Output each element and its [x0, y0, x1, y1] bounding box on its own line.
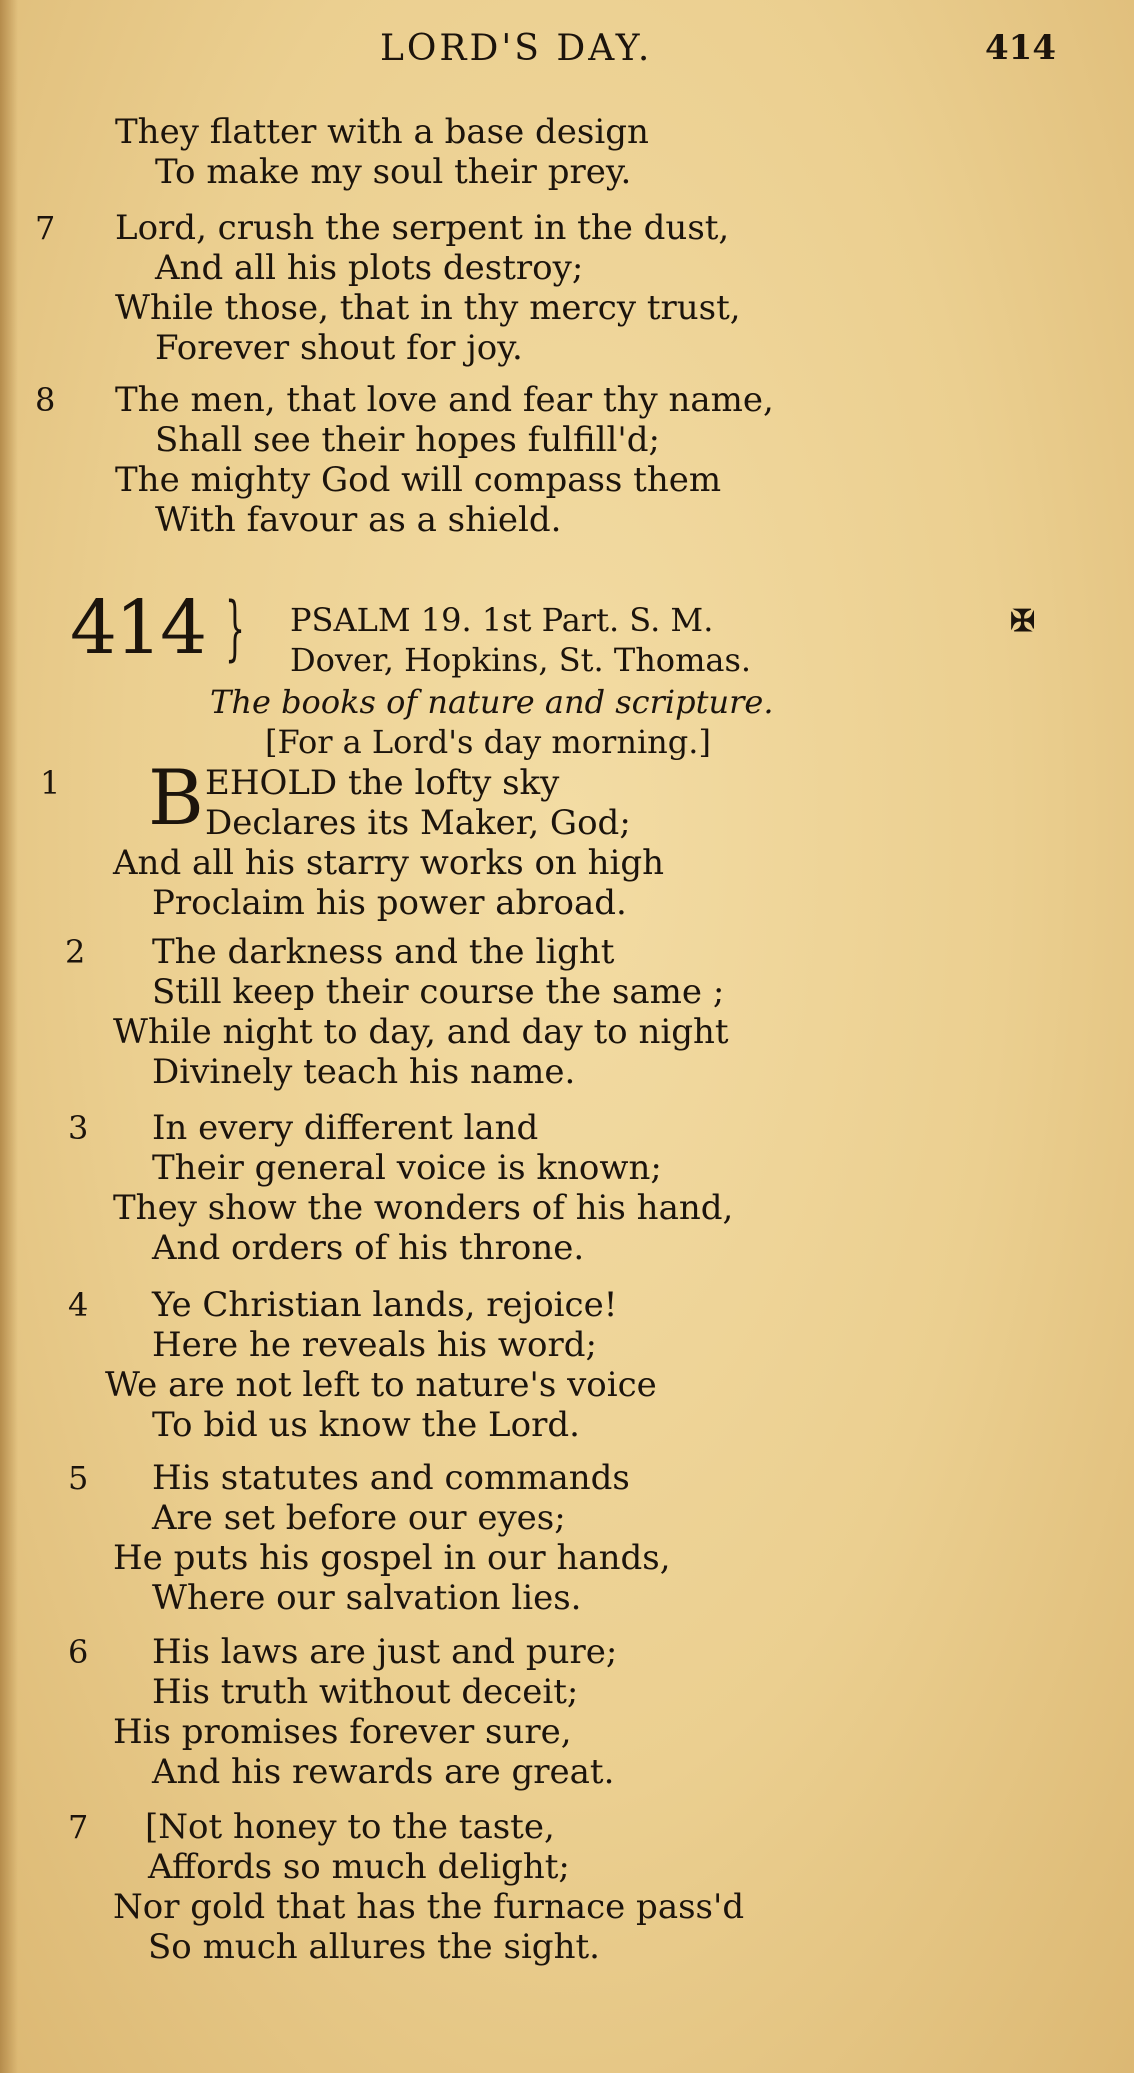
verse-line: His truth without deceit;: [152, 1672, 579, 1712]
stanza-number: 3: [68, 1109, 89, 1147]
verse-line: The men, that love and fear thy name,: [115, 380, 774, 420]
stanza-number: 6: [68, 1633, 89, 1671]
carry-line: To make my soul their prey.: [155, 152, 632, 192]
verse-line: Shall see their hopes fulfill'd;: [155, 420, 660, 460]
stanza-number: 7: [35, 209, 56, 247]
verse-line: And orders of his throne.: [152, 1228, 585, 1268]
verse-line: Still keep their course the same ;: [152, 972, 725, 1012]
hymn-subject: The books of nature and scripture.: [210, 683, 774, 721]
verse-line: Are set before our eyes;: [152, 1498, 566, 1538]
verse-line: While night to day, and day to night: [113, 1012, 729, 1052]
psalm-part: 1st Part.: [481, 601, 620, 639]
verse-line: Nor gold that has the furnace pass'd: [113, 1887, 745, 1927]
page-edge-shadow: [0, 0, 18, 2073]
psalm-name: PSALM 19.: [290, 601, 472, 639]
verse-line: EHOLD the lofty sky: [205, 763, 560, 803]
verse-line: And all his plots destroy;: [155, 248, 584, 288]
verse-line: And all his starry works on high: [113, 843, 665, 883]
ornament-icon: ✠: [1010, 604, 1036, 639]
drop-cap: B: [148, 753, 204, 842]
stanza-number: 2: [65, 933, 86, 971]
verse-line: In every different land: [152, 1108, 539, 1148]
stanza-number: 8: [35, 381, 56, 419]
verse-line: His laws are just and pure;: [152, 1632, 618, 1672]
verse-line: So much allures the sight.: [148, 1927, 600, 1967]
verse-line: His promises forever sure,: [113, 1712, 572, 1752]
brace: }: [225, 587, 246, 669]
carry-line: They flatter with a base design: [115, 112, 649, 152]
verse-line: He puts his gospel in our hands,: [113, 1538, 671, 1578]
verse-line: Divinely teach his name.: [152, 1052, 576, 1092]
stanza-number: 5: [68, 1459, 89, 1497]
verse-line: To bid us know the Lord.: [152, 1405, 580, 1445]
running-header: [0, 28, 1134, 78]
verse-line: And his rewards are great.: [152, 1752, 615, 1792]
verse-line: They show the wonders of his hand,: [113, 1188, 734, 1228]
verse-line: Affords so much delight;: [148, 1847, 570, 1887]
verse-line: With favour as a shield.: [155, 500, 562, 540]
verse-line: Lord, crush the serpent in the dust,: [115, 208, 730, 248]
verse-line: We are not left to nature's voice: [105, 1365, 657, 1405]
verse-line: The mighty God will compass them: [115, 460, 722, 500]
verse-line: The darkness and the light: [152, 932, 615, 972]
hymn-number: 414: [70, 585, 206, 671]
verse-line: While those, that in thy mercy trust,: [115, 288, 741, 328]
header-title: LORD'S DAY.: [380, 28, 653, 69]
hymn-occasion: [For a Lord's day morning.]: [265, 723, 711, 761]
stanza-number: 1: [40, 764, 61, 802]
verse-line: Their general voice is known;: [152, 1148, 662, 1188]
verse-line: Proclaim his power abroad.: [152, 883, 627, 923]
verse-line: [Not honey to the taste,: [145, 1807, 555, 1847]
psalm-meter: S. M.: [629, 601, 714, 639]
verse-line: Here he reveals his word;: [152, 1325, 597, 1365]
verse-line: Declares its Maker, God;: [205, 803, 631, 843]
page-number: 414: [985, 28, 1056, 68]
verse-line: Forever shout for joy.: [155, 328, 523, 368]
tune-names: Dover, Hopkins, St. Thomas.: [290, 641, 752, 679]
psalm-label: [290, 600, 713, 640]
verse-line: Ye Christian lands, rejoice!: [152, 1285, 618, 1325]
stanza-number: 4: [68, 1286, 89, 1324]
verse-line: Where our salvation lies.: [152, 1578, 582, 1618]
stanza-number: 7: [68, 1808, 89, 1846]
verse-line: His statutes and commands: [152, 1458, 630, 1498]
